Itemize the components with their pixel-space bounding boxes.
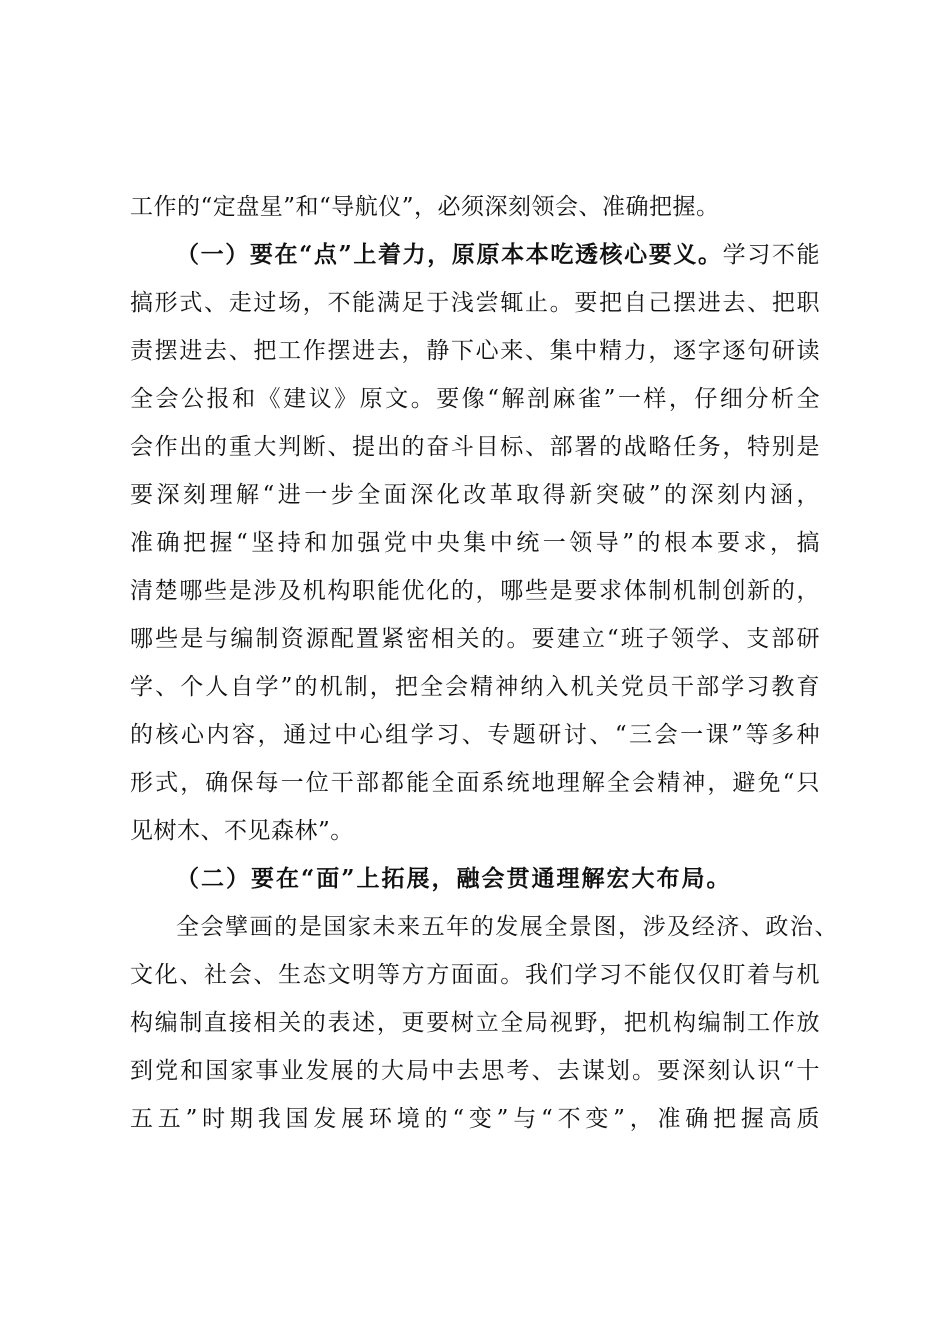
paragraph-line: 的核心内容，通过中心组学习、专题研讨、“三会一课”等多种 — [130, 722, 820, 748]
paragraph-line: 全会公报和《建议》原文。要像“解剖麻雀”一样，仔细分析全 — [130, 386, 820, 412]
paragraph-text: 学习不能 — [722, 242, 820, 268]
paragraph-line: 责摆进去、把工作摆进去，静下心来、集中精力，逐字逐句研读 — [130, 338, 820, 364]
paragraph-line: 学、个人自学”的机制，把全会精神纳入机关党员干部学习教育 — [130, 674, 820, 700]
paragraph-line: 全会擘画的是国家未来五年的发展全景图，涉及经济、政治、 — [176, 914, 838, 940]
paragraph-line: 准确把握“坚持和加强党中央集中统一领导”的根本要求，搞 — [130, 530, 820, 556]
paragraph-line: 要深刻理解“进一步全面深化改革取得新突破”的深刻内涵， — [130, 482, 820, 508]
paragraph-line: 清楚哪些是涉及机构职能优化的，哪些是要求体制机制创新的， — [130, 578, 820, 604]
paragraph-line: 见树木、不见森林”。 — [130, 818, 354, 844]
section-one-heading-line — [176, 231, 820, 279]
paragraph-line: 文化、社会、生态文明等方方面面。我们学习不能仅仅盯着与机 — [130, 962, 820, 988]
paragraph-line: 构编制直接相关的表述，更要树立全局视野，把机构编制工作放 — [130, 1010, 820, 1036]
paragraph-line: 搞形式、走过场，不能满足于浅尝辄止。要把自己摆进去、把职 — [130, 290, 820, 316]
paragraph-line: 形式，确保每一位干部都能全面系统地理解全会精神，避免“只 — [130, 770, 820, 796]
paragraph-line: 会作出的重大判断、提出的奋斗目标、部署的战略任务，特别是 — [130, 434, 820, 460]
paragraph-line: 哪些是与编制资源配置紧密相关的。要建立“班子领学、支部研 — [130, 626, 820, 652]
section-one-heading: （一）要在“点”上着力，原原本本吃透核心要义。 — [176, 241, 723, 268]
paragraph-line: 工作的“定盘星”和“导航仪”，必须深刻领会、准确把握。 — [130, 194, 720, 220]
section-two-heading: （二）要在“面”上拓展，融会贯通理解宏大布局。 — [176, 865, 732, 892]
paragraph-line: 五五”时期我国发展环境的“变”与“不变”，准确把握高质 — [130, 1106, 820, 1132]
paragraph-line: 到党和国家事业发展的大局中去思考、去谋划。要深刻认识“十 — [130, 1058, 820, 1084]
